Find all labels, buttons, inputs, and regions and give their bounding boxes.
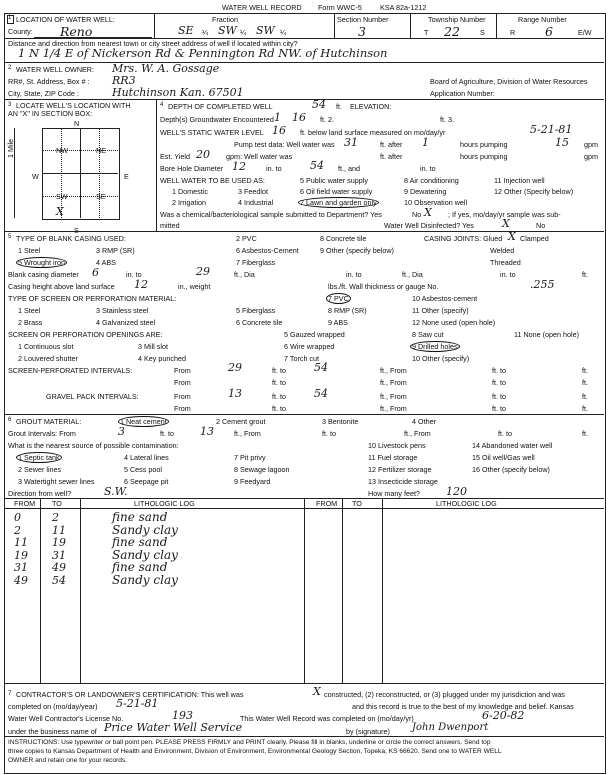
grout-ft-to: ft. to <box>160 429 174 438</box>
city-label: City, State, ZIP Code : <box>8 89 79 98</box>
business-value[interactable]: Price Water Well Service <box>104 721 243 734</box>
contam-11[interactable]: 11 Fuel storage <box>368 453 418 462</box>
perf-ft-2: ft. <box>582 378 588 387</box>
open-3[interactable]: 3 Mill slot <box>138 342 168 351</box>
open-1[interactable]: 1 Continuous slot <box>18 342 74 351</box>
casing-1[interactable]: 1 Steel <box>18 246 41 255</box>
contam-13[interactable]: 13 Insecticide storage <box>368 477 438 486</box>
pump-after: ft. after <box>380 140 403 149</box>
contam-7[interactable]: 7 Pit privy <box>234 453 266 462</box>
pump-value[interactable]: 31 <box>344 136 358 149</box>
threaded-label: Threaded <box>490 258 521 267</box>
contam-10[interactable]: 10 Livestock pens <box>368 441 426 450</box>
section-7-number: 7 <box>8 691 12 697</box>
constructed-mark[interactable]: X <box>313 685 321 698</box>
bore-to[interactable]: 54 <box>310 159 324 172</box>
chem-sample-label: Was a chemical/bacteriological sample submitted to Department? Yes <box>160 210 382 219</box>
gravel-to[interactable]: 54 <box>314 387 328 400</box>
log-row-from[interactable]: 0 <box>14 511 21 524</box>
diameter-ft-dia: ft., Dia <box>234 270 255 279</box>
casing-6[interactable]: 6 Asbestos-Cement <box>236 246 299 255</box>
perf-label: SCREEN-PERFORATED INTERVALS: <box>8 366 133 375</box>
log-row-to[interactable]: 49 <box>52 561 66 574</box>
city-value[interactable]: Hutchinson Kan. 67501 <box>112 86 244 99</box>
township-value[interactable]: 22 <box>444 24 460 39</box>
casing-3[interactable]: 3 RMP (SR) <box>96 246 135 255</box>
diameter-label: Blank casing diameter <box>8 270 79 279</box>
static-value[interactable]: 16 <box>272 124 286 137</box>
bore-label: Bore Hole Diameter <box>160 164 224 173</box>
business-label: under the business name of <box>8 727 97 736</box>
depth-ft: ft. <box>336 102 342 111</box>
open-11[interactable]: 11 None (open hole) <box>514 330 579 339</box>
chem-rest: ; If yes, mo/day/yr sample was sub- <box>448 210 561 219</box>
screen-5[interactable]: 5 Fiberglass <box>236 306 276 315</box>
log-row-from[interactable]: 31 <box>14 561 28 574</box>
log-row-desc[interactable]: Sandy clay <box>112 522 178 537</box>
gravel-ft-to-4: ft. to <box>492 404 506 413</box>
disinfected-yes-mark[interactable]: X <box>502 217 510 230</box>
east-label: E <box>124 172 129 181</box>
section-5-number: 5 <box>8 234 12 240</box>
locate-title-1: LOCATE WELL'S LOCATION WITH <box>16 101 131 110</box>
instructions-line-1: INSTRUCTIONS: Use typewriter or ball point pen. PLEASE PRESS FIRMLY and PRINT clearly. Please fill in blanks, underline or circle the correct answers. Send top <box>8 739 491 746</box>
casing-7[interactable]: 7 Fiberglass <box>236 258 276 267</box>
contam-14[interactable]: 14 Abandoned water well <box>472 441 553 450</box>
county-value[interactable]: Reno <box>60 24 93 39</box>
board-label: Board of Agriculture, Division of Water Resources <box>430 77 588 86</box>
fraction-label: Fraction <box>212 15 238 24</box>
yield-after: ft. after <box>380 152 403 161</box>
glued-mark[interactable]: X <box>508 230 516 243</box>
log-row-desc[interactable]: Sandy clay <box>112 572 178 587</box>
diameter-to[interactable]: 29 <box>196 265 210 278</box>
grout-from[interactable]: 3 <box>118 425 125 438</box>
nw-label: NW <box>56 146 68 155</box>
casing-label: TYPE OF BLANK CASING USED: <box>16 234 126 243</box>
quarter-1: ¼ <box>202 28 208 37</box>
gravel-label: GRAVEL PACK INTERVALS: <box>46 392 139 401</box>
pump-gpm[interactable]: 15 <box>555 136 569 149</box>
casing-8[interactable]: 8 Concrete tile <box>320 234 367 243</box>
log-title-header: LITHOLOGIC LOG <box>134 499 195 508</box>
perf-from-label: From <box>174 366 191 375</box>
contam-12[interactable]: 12 Fertilizer storage <box>368 465 432 474</box>
screen-12[interactable]: 12 None used (open hole) <box>412 318 496 327</box>
use-12[interactable]: 12 Other (Specify below) <box>494 187 574 196</box>
open-2[interactable]: 2 Louvered shutter <box>18 354 78 363</box>
feet-label: How many feet? <box>368 489 420 498</box>
instructions-line-2: three copies to Kansas Department of Health and Environment, Division of Environment, Environmental Geology Section, Topeka, KS 66620. Send one to WATER WELL <box>8 748 502 755</box>
use-11[interactable]: 11 Injection well <box>494 176 545 185</box>
contam-6[interactable]: 6 Seepage pit <box>124 477 169 486</box>
log-row-to[interactable]: 2 <box>52 511 59 524</box>
south-label: S <box>74 226 79 235</box>
casing-5[interactable]: 2 PVC <box>236 234 257 243</box>
contam-8[interactable]: 8 Sewage lagoon <box>234 465 290 474</box>
gravel-ft-2: ft. <box>582 404 588 413</box>
direction-label: Direction from well? <box>8 489 72 498</box>
open-8[interactable]: 8 Saw cut <box>412 330 444 339</box>
yield-hours-pumping: hours pumping <box>460 152 508 161</box>
section-value[interactable]: 3 <box>358 24 366 39</box>
grout-ft-from: ft., From <box>234 429 261 438</box>
address-label: RR#, St. Address, Box # : <box>8 77 90 86</box>
log-row-from[interactable]: 11 <box>14 536 28 549</box>
gravel-ft-to-2: ft. to <box>492 392 506 401</box>
sw-label: SW <box>56 192 68 201</box>
log-row-from[interactable]: 49 <box>14 573 28 587</box>
grout-3[interactable]: 3 Bentonite <box>322 417 359 426</box>
log-row-desc[interactable]: fine sand <box>112 560 168 574</box>
record-date[interactable]: 6-20-82 <box>482 709 525 722</box>
perf-to[interactable]: 54 <box>314 361 328 374</box>
disinfected-no: No <box>536 221 546 230</box>
gravel-from-label-2: From <box>174 404 191 413</box>
section-3-number: 3 <box>8 102 12 108</box>
chem-no-mark[interactable]: X <box>424 206 432 219</box>
contam-9[interactable]: 9 Feedyard <box>234 477 271 486</box>
gravel-ft-to: ft. to <box>272 392 286 401</box>
gravel-ft-from-2: ft., From <box>380 404 407 413</box>
gravel-ft-from: ft., From <box>380 392 407 401</box>
casing-9[interactable]: 9 Other (specify below) <box>320 246 394 255</box>
grout-4[interactable]: 4 Other <box>412 417 436 426</box>
elevation-label: ELEVATION: <box>350 102 392 111</box>
screen-1[interactable]: 1 Steel <box>18 306 41 315</box>
diameter-value[interactable]: 6 <box>92 266 99 279</box>
bore-in-to: in. to <box>266 164 282 173</box>
owner-label: WATER WELL OWNER: <box>16 65 94 74</box>
completed-label: completed on (mo/day/year) <box>8 702 98 711</box>
yield-label: Est. Yield <box>160 152 190 161</box>
depth-label: DEPTH OF COMPLETED WELL <box>168 102 273 111</box>
openings-label: SCREEN OR PERFORATION OPENINGS ARE: <box>8 330 163 339</box>
bore-value[interactable]: 12 <box>232 160 246 173</box>
quarter-3: ¼ <box>280 28 286 37</box>
screen-2[interactable]: 2 Brass <box>18 318 43 327</box>
license-label: Water Well Contractor's License No. <box>8 714 124 723</box>
use-1[interactable]: 1 Domestic <box>172 187 208 196</box>
use-5[interactable]: 5 Public water supply <box>300 176 368 185</box>
screen-6[interactable]: 6 Concrete tile <box>236 318 283 327</box>
locate-title-2: AN "X" IN SECTION BOX: <box>8 109 93 118</box>
contam-1-circled[interactable]: 1 Septic tank <box>18 453 60 462</box>
groundwater-value[interactable]: 16 <box>292 111 306 124</box>
disinfected-label: Water Well Disinfected? Yes <box>384 221 474 230</box>
screen-3[interactable]: 3 Stainless steel <box>96 306 149 315</box>
use-6[interactable]: 6 Oil field water supply <box>300 187 373 196</box>
use-label: WELL WATER TO BE USED AS: <box>160 176 265 185</box>
diameter-in-to-2: in. to <box>346 270 362 279</box>
contam-16[interactable]: 16 Other (specify below) <box>472 465 550 474</box>
grout-intervals-label: Grout Intervals: From <box>8 429 76 438</box>
screen-4[interactable]: 4 Galvanized steel <box>96 318 156 327</box>
section-4-number: 4 <box>160 102 164 108</box>
section-grid[interactable] <box>42 128 120 220</box>
log-row-to[interactable]: 11 <box>52 523 66 537</box>
range-r: R <box>510 28 516 37</box>
log-from-header: FROM <box>14 499 36 508</box>
mitted-label: mitted <box>160 221 180 230</box>
perf-ft-to-4: ft. to <box>492 378 506 387</box>
township-s: S <box>480 28 485 37</box>
casing-4[interactable]: 4 ABS <box>96 258 116 267</box>
use-9[interactable]: 9 Dewatering <box>404 187 447 196</box>
township-label: Township Number <box>428 15 486 24</box>
log-row-to[interactable]: 19 <box>52 536 66 549</box>
direction-value[interactable]: S.W. <box>104 485 128 498</box>
pump-label: Pump test data: Well water was <box>234 140 335 149</box>
diameter-in-to: in. to <box>126 270 142 279</box>
gauge-value[interactable]: .255 <box>530 278 555 291</box>
fraction-3[interactable]: SW <box>256 24 275 37</box>
true-label: and this record is true to the best of my knowledge and belief. Kansas <box>352 702 574 711</box>
range-ew: E/W <box>578 28 592 37</box>
bore-in-to-2: in. to <box>420 164 436 173</box>
gravel-ft-to-3: ft. to <box>272 404 286 413</box>
perf-ft-from-2: ft., From <box>380 378 407 387</box>
bore-ft-and: ft., and <box>338 164 360 173</box>
screen-11[interactable]: 11 Other (specify) <box>412 306 469 315</box>
gravel-from[interactable]: 13 <box>228 387 242 400</box>
location-x-mark: X <box>56 205 64 218</box>
range-label: Range Number <box>518 15 567 24</box>
section-1-number: 1 <box>8 15 12 21</box>
screen-7-circled[interactable]: 7 PVC <box>328 294 349 303</box>
groundwater-label: Depth(s) Groundwater Encountered <box>160 115 274 124</box>
instructions-line-3: OWNER and retain one for your records. <box>8 757 128 764</box>
signature-label: by (signature) <box>346 727 390 736</box>
open-7[interactable]: 7 Torch cut <box>284 354 320 363</box>
form-number: Form WWC-5 <box>318 3 362 12</box>
license-value[interactable]: 193 <box>172 709 193 722</box>
log-title-header-2: LITHOLOGIC LOG <box>436 499 497 508</box>
distance-label: Distance and direction from nearest town or city street address of well if located within city? <box>8 39 298 48</box>
location-title: LOCATION OF WATER WELL: <box>16 15 115 24</box>
pump-hours[interactable]: 1 <box>422 136 429 149</box>
chem-no: No <box>412 210 422 219</box>
joints-label: CASING JOINTS: Glued <box>424 234 503 243</box>
perf-from-label-2: From <box>174 378 191 387</box>
open-6[interactable]: 6 Wire wrapped <box>284 342 335 351</box>
perf-ft-to-2: ft. to <box>492 366 506 375</box>
depth-value[interactable]: 54 <box>312 98 326 111</box>
grout-ft-to-3: ft. to <box>498 429 512 438</box>
use-2[interactable]: 2 Irrigation <box>172 198 206 207</box>
section-6-number: 6 <box>8 417 12 423</box>
weight-label: in., weight <box>178 282 211 291</box>
height-label: Casing height above land surface <box>8 282 115 291</box>
welded-label: Welded <box>490 246 515 255</box>
log-from-header-2: FROM <box>316 499 338 508</box>
use-8[interactable]: 8 Air conditioning <box>404 176 459 185</box>
log-row-from[interactable]: 19 <box>14 548 28 562</box>
static-rest: ft. below land surface measured on mo/day/yr <box>300 128 446 137</box>
use-7-circled[interactable]: 7 Lawn and garden only <box>300 198 377 207</box>
screen-9[interactable]: 9 ABS <box>328 318 348 327</box>
address-value[interactable]: RR3 <box>112 74 136 87</box>
section-label: Section Number <box>337 15 389 24</box>
gpm-label: gpm <box>584 140 598 149</box>
contam-label: What is the nearest source of possible contamination: <box>8 441 179 450</box>
gravel-from-label: From <box>174 392 191 401</box>
application-label: Application Number: <box>430 89 495 98</box>
grout-1-circled[interactable]: 1 Neat cement <box>120 417 167 426</box>
log-row-desc[interactable]: Sandy clay <box>112 547 178 562</box>
groundwater-ft2: ft. 2. <box>320 115 334 124</box>
open-9-circled[interactable]: 9 Drilled holes <box>412 342 458 351</box>
contam-3[interactable]: 3 Watertight sewer lines <box>18 477 95 486</box>
form-title: WATER WELL RECORD <box>222 3 302 12</box>
section-2-number: 2 <box>8 65 12 71</box>
hours-pumping-label: hours pumping <box>460 140 508 149</box>
log-row-desc[interactable]: fine sand <box>112 535 168 549</box>
yield-gpm-label: gpm <box>584 152 598 161</box>
open-5[interactable]: 5 Gauzed wrapped <box>284 330 345 339</box>
fraction-1[interactable]: SE <box>178 24 194 37</box>
screen-label: TYPE OF SCREEN OR PERFORATION MATERIAL: <box>8 294 177 303</box>
casing-2-circled[interactable]: 5 Wrought iron <box>18 258 66 267</box>
feet-value[interactable]: 120 <box>446 485 467 498</box>
perf-ft: ft. <box>582 366 588 375</box>
open-10[interactable]: 10 Other (specify) <box>412 354 470 363</box>
diameter-ft-dia-2: ft., Dia <box>402 270 423 279</box>
use-3[interactable]: 3 Feedlot <box>238 187 268 196</box>
township-t: T <box>424 28 429 37</box>
mile-label: 1 Mile <box>6 138 15 158</box>
contam-5[interactable]: 5 Cess pool <box>124 465 162 474</box>
quarter-2: ¼ <box>240 28 246 37</box>
cert-rest: constructed, (2) reconstructed, or (3) plugged under my jurisdiction and was <box>324 690 565 699</box>
owner-value[interactable]: Mrs. W. A. Gossage <box>112 62 220 75</box>
se-label: SE <box>96 192 106 201</box>
distance-value[interactable]: 1 N 1/4 E of Nickerson Rd & Pennington Rd NW. of Hutchinson <box>18 46 388 60</box>
grout-ft-from-2: ft., From <box>404 429 431 438</box>
screen-8[interactable]: 8 RMP (SR) <box>328 306 367 315</box>
grout-ft-to-2: ft. to <box>322 429 336 438</box>
diameter-ft-end: ft. <box>582 270 588 279</box>
west-label: W <box>32 172 39 181</box>
use-4[interactable]: 4 Industrial <box>238 198 274 207</box>
open-4[interactable]: 4 Key punched <box>138 354 186 363</box>
completed-date[interactable]: 5-21-81 <box>116 697 159 710</box>
grout-2[interactable]: 2 Cement grout <box>216 417 266 426</box>
north-label: N <box>74 119 80 128</box>
range-value[interactable]: 6 <box>545 24 553 39</box>
ksa-number: KSA 82a-1212 <box>380 3 427 12</box>
lbs-label: lbs./ft. Wall thickness or gauge No. <box>328 282 439 291</box>
contam-2[interactable]: 2 Sewer lines <box>18 465 62 474</box>
contam-15[interactable]: 15 Oil well/Gas well <box>472 453 535 462</box>
gravel-ft: ft. <box>582 392 588 401</box>
yield-rest: gpm: Well water was <box>226 152 293 161</box>
grout-label: GROUT MATERIAL: <box>16 417 82 426</box>
perf-from[interactable]: 29 <box>228 361 242 374</box>
ne-label: NE <box>96 146 106 155</box>
record-label: This Water Well Record was completed on (mo/day/yr) <box>240 714 414 723</box>
yield-value[interactable]: 20 <box>196 148 210 161</box>
static-label: WELL'S STATIC WATER LEVEL <box>160 128 264 137</box>
log-row-to[interactable]: 31 <box>52 548 66 562</box>
diameter-in-to-3: in. to <box>500 270 516 279</box>
log-row-from[interactable]: 2 <box>14 523 21 537</box>
contam-4[interactable]: 4 Lateral lines <box>124 453 169 462</box>
log-to-header-2: TO <box>352 499 362 508</box>
signature: John Dwenport <box>412 722 489 733</box>
cert-label: CONTRACTOR'S OR LANDOWNER'S CERTIFICATION: This well was <box>16 690 244 699</box>
clamped-label: Clamped <box>520 234 549 243</box>
static-date[interactable]: 5-21-81 <box>530 123 573 136</box>
groundwater-1-marker: 1 <box>274 111 281 124</box>
perf-ft-from: ft., From <box>380 366 407 375</box>
grout-to[interactable]: 13 <box>200 425 214 438</box>
height-value[interactable]: 12 <box>134 278 148 291</box>
county-label: County: <box>8 27 33 36</box>
log-row-desc[interactable]: fine sand <box>112 510 168 524</box>
grout-ft: ft. <box>582 429 588 438</box>
groundwater-ft3: ft. 3. <box>440 115 454 124</box>
perf-ft-to: ft. to <box>272 366 286 375</box>
log-row-to[interactable]: 54 <box>52 573 66 587</box>
use-10[interactable]: 10 Observation well <box>404 198 468 207</box>
perf-ft-to-3: ft. to <box>272 378 286 387</box>
screen-10[interactable]: 10 Asbestos-cement <box>412 294 478 303</box>
log-to-header: TO <box>52 499 62 508</box>
fraction-2[interactable]: SW <box>218 24 237 37</box>
